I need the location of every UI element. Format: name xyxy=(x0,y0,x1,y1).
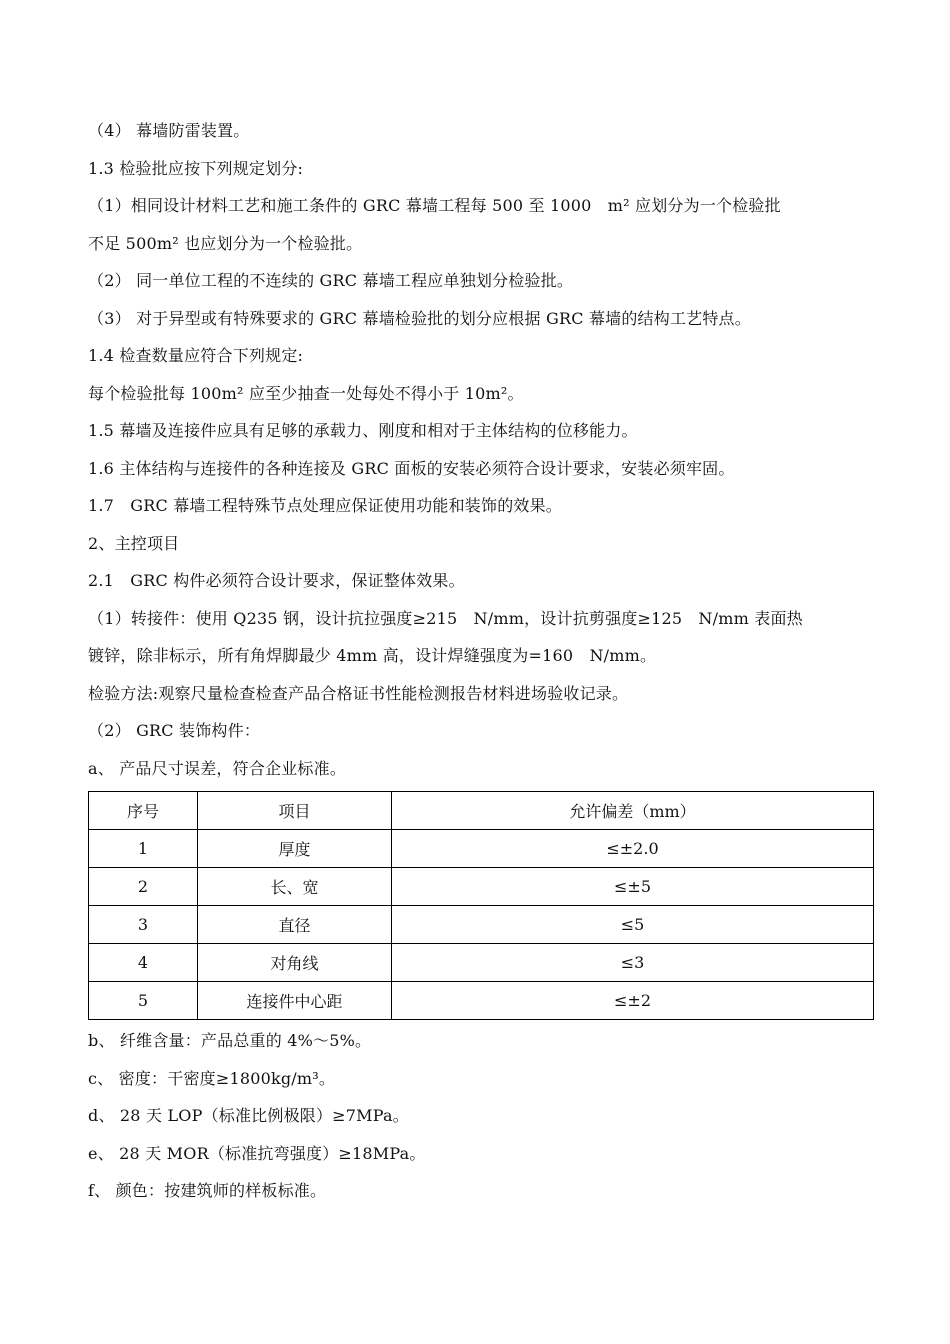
paragraph-line: 1.4 检查数量应符合下列规定: xyxy=(88,346,304,365)
paragraph-line: 1.7 GRC 幕墙工程特殊节点处理应保证使用功能和装饰的效果。 xyxy=(88,496,563,515)
table-cell: ≤±5 xyxy=(392,868,874,906)
paragraph-line: d、 28 天 LOP（标准比例极限）≥7MPa。 xyxy=(88,1106,409,1125)
table-header-cell: 项目 xyxy=(198,792,392,830)
paragraph-line: （2） GRC 装饰构件： xyxy=(88,721,261,740)
paragraph-line: a、 产品尺寸误差，符合企业标准。 xyxy=(88,758,347,778)
paragraph-line: （2） 同一单位工程的不连续的 GRC 幕墙工程应单独划分检验批。 xyxy=(88,271,574,290)
table-row xyxy=(89,944,874,982)
table-row xyxy=(89,982,874,1020)
table-row xyxy=(89,906,874,944)
paragraph-line: 不足 500m² 也应划分为一个检验批。 xyxy=(88,233,363,253)
paragraph-line: （1）转接件：使用 Q235 钢，设计抗拉强度≥215 N/mm，设计抗剪强度≥125 N/mm 表面热 xyxy=(88,608,803,628)
table-row xyxy=(89,868,874,906)
paragraph-line: f、 颜色：按建筑师的样板标准。 xyxy=(88,1181,327,1200)
table-cell: 长、宽 xyxy=(198,868,392,906)
tolerance-table xyxy=(88,791,874,1020)
paragraph-line: 镀锌，除非标示，所有角焊脚最少 4mm 高，设计焊缝强度为=160 N/mm。 xyxy=(88,646,657,665)
table-cell: 3 xyxy=(89,906,198,944)
paragraph-line: （4） 幕墙防雷装置。 xyxy=(88,121,250,140)
paragraph-line: 1.6 主体结构与连接件的各种连接及 GRC 面板的安装必须符合设计要求，安装必须牢固。 xyxy=(88,458,735,478)
table-cell: ≤±2.0 xyxy=(392,830,874,868)
table-header-row xyxy=(89,792,874,830)
table-cell: 4 xyxy=(89,944,198,982)
table-row xyxy=(89,830,874,868)
section-heading: 2、主控项目 xyxy=(88,533,180,553)
table-cell: 5 xyxy=(89,982,198,1020)
paragraph-line: e、 28 天 MOR（标准抗弯强度）≥18MPa。 xyxy=(88,1143,426,1163)
table-cell: ≤±2 xyxy=(392,982,874,1020)
paragraph-line: 2.1 GRC 构件必须符合设计要求，保证整体效果。 xyxy=(88,571,465,590)
paragraph-line: 每个检验批每 100m² 应至少抽查一处每处不得小于 10m²。 xyxy=(88,383,524,403)
paragraph-line: （3） 对于异型或有特殊要求的 GRC 幕墙检验批的划分应根据 GRC 幕墙的结构工艺特点。 xyxy=(88,308,751,328)
paragraph-line: b、 纤维含量：产品总重的 4%～5%。 xyxy=(88,1031,372,1050)
table-header-cell: 序号 xyxy=(89,792,198,830)
table-cell: 连接件中心距 xyxy=(198,982,392,1020)
table-cell: 对角线 xyxy=(198,944,392,982)
table-cell: 直径 xyxy=(198,906,392,944)
paragraph-line: 1.5 幕墙及连接件应具有足够的承载力、刚度和相对于主体结构的位移能力。 xyxy=(88,421,638,440)
table-cell: 2 xyxy=(89,868,198,906)
table-header-cell: 允许偏差（mm） xyxy=(392,792,874,830)
table-cell: 1 xyxy=(89,830,198,868)
document-page xyxy=(88,112,874,1210)
paragraph-line: 1.3 检验批应按下列规定划分: xyxy=(88,158,304,178)
paragraph-line: c、 密度：干密度≥1800kg/m³。 xyxy=(88,1068,336,1088)
table-cell: ≤3 xyxy=(392,944,874,982)
table-cell: ≤5 xyxy=(392,906,874,944)
paragraph-line: 检验方法:观察尺量检查检查产品合格证书性能检测报告材料进场验收记录。 xyxy=(88,683,629,703)
table-cell: 厚度 xyxy=(198,830,392,868)
paragraph-line: （1）相同设计材料工艺和施工条件的 GRC 幕墙工程每 500 至 1000 m² 应划分为一个检验批 xyxy=(88,196,781,215)
